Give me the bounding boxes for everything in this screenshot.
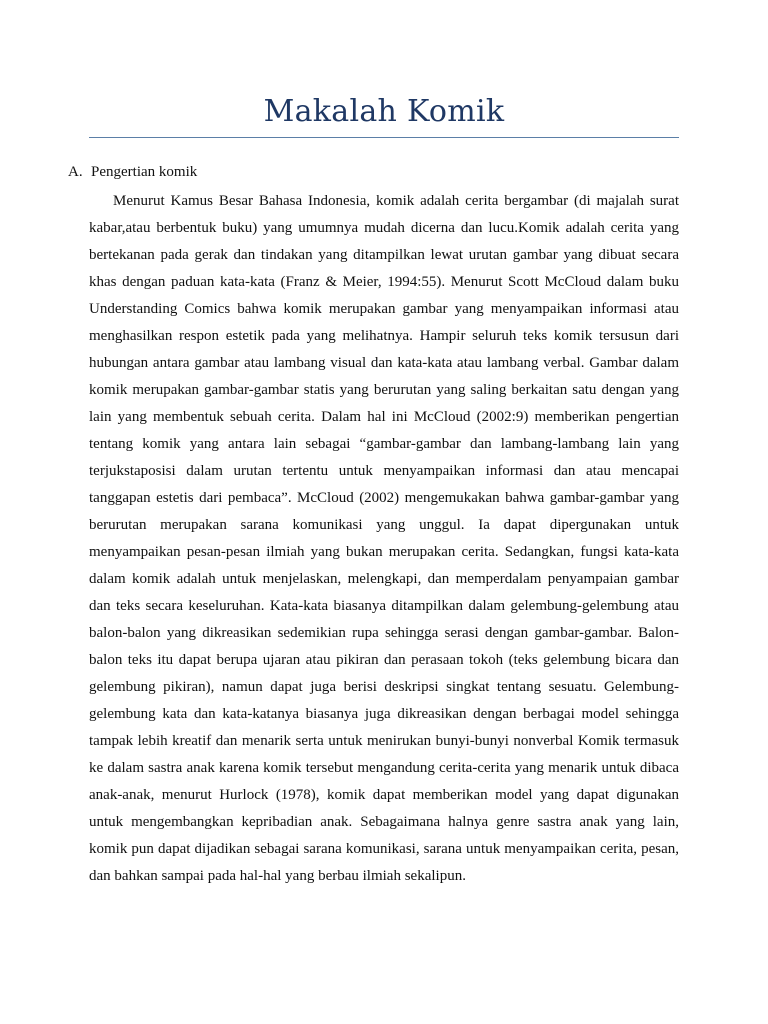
page-title: Makalah Komik (263, 94, 505, 129)
section-heading (68, 162, 688, 182)
section-heading-text: Pengertian komik (91, 164, 198, 180)
body-paragraph: Menurut Kamus Besar Bahasa Indonesia, komik adalah cerita bergambar (di majalah surat kabar,atau berbentuk buku) yang umumnya mudah dicerna dan lucu.Komik adalah cerita yang bertekanan pada gerak dan tindakan yang ditampilkan lewat urutan gambar yang dibuat secara khas dengan paduan kata-kata (Franz & Meier, 1994:55). Menurut Scott McCloud dalam buku Understanding Comics bahwa komik merupakan gambar yang menyampaikan informasi atau menghasilkan respon estetik pada yang melihatnya. Hampir seluruh teks komik tersusun dari hubungan antara gambar atau lambang visual dan kata-kata atau lambang verbal. Gambar dalam komik merupakan gambar-gambar statis yang berurutan yang saling berkaitan satu dengan yang lain yang membentuk sebuah cerita. Dalam hal ini McCloud (2002:9) memberikan pengertian tentang komik yang antara lain sebagai “gambar-gambar dan lambang-lambang lain yang terjukstaposisi dalam urutan tertentu untuk menyampaikan informasi dan atau mencapai tanggapan estetis dari pembaca”. McCloud (2002) mengemukakan bahwa gambar-gambar yang berurutan merupakan sarana komunikasi yang unggul. Ia dapat dipergunakan untuk menyampaikan pesan-pesan ilmiah yang bukan merupakan cerita. Sedangkan, fungsi kata-kata dalam komik adalah untuk menjelaskan, melengkapi, dan memperdalam penyampaian gambar dan teks secara keseluruhan. Kata-kata biasanya ditampilkan dalam gelembung-gelembung atau balon-balon yang dikreasikan sedemikian rupa sehingga serasi dengan gambar-gambar. Balon-balon teks itu dapat berupa ujaran atau pikiran dan perasaan tokoh (teks gelembung bicara dan gelembung pikiran), namun dapat juga berisi deskripsi singkat tentang sesuatu. Gelembung-gelembung kata dan kata-katanya biasanya juga dikreasikan dengan berbagai model sehingga tampak lebih kreatif dan menarik serta untuk menirukan bunyi-bunyi nonverbal Komik termasuk ke dalam sastra anak karena komik tersebut mengandung cerita-cerita yang menarik untuk dibaca anak-anak, menurut Hurlock (1978), komik dapat memberikan model yang dapat digunakan untuk mengembangkan kepribadian anak. Sebagaimana halnya genre sastra anak yang lain, komik pun dapat dijadikan sebagai sarana komunikasi, sarana untuk menyampaikan cerita, pesan, dan bahkan sampai pada hal-hal yang berbau ilmiah sekalipun. (89, 193, 679, 884)
title-divider (89, 137, 679, 138)
section-marker: A. (68, 164, 83, 180)
